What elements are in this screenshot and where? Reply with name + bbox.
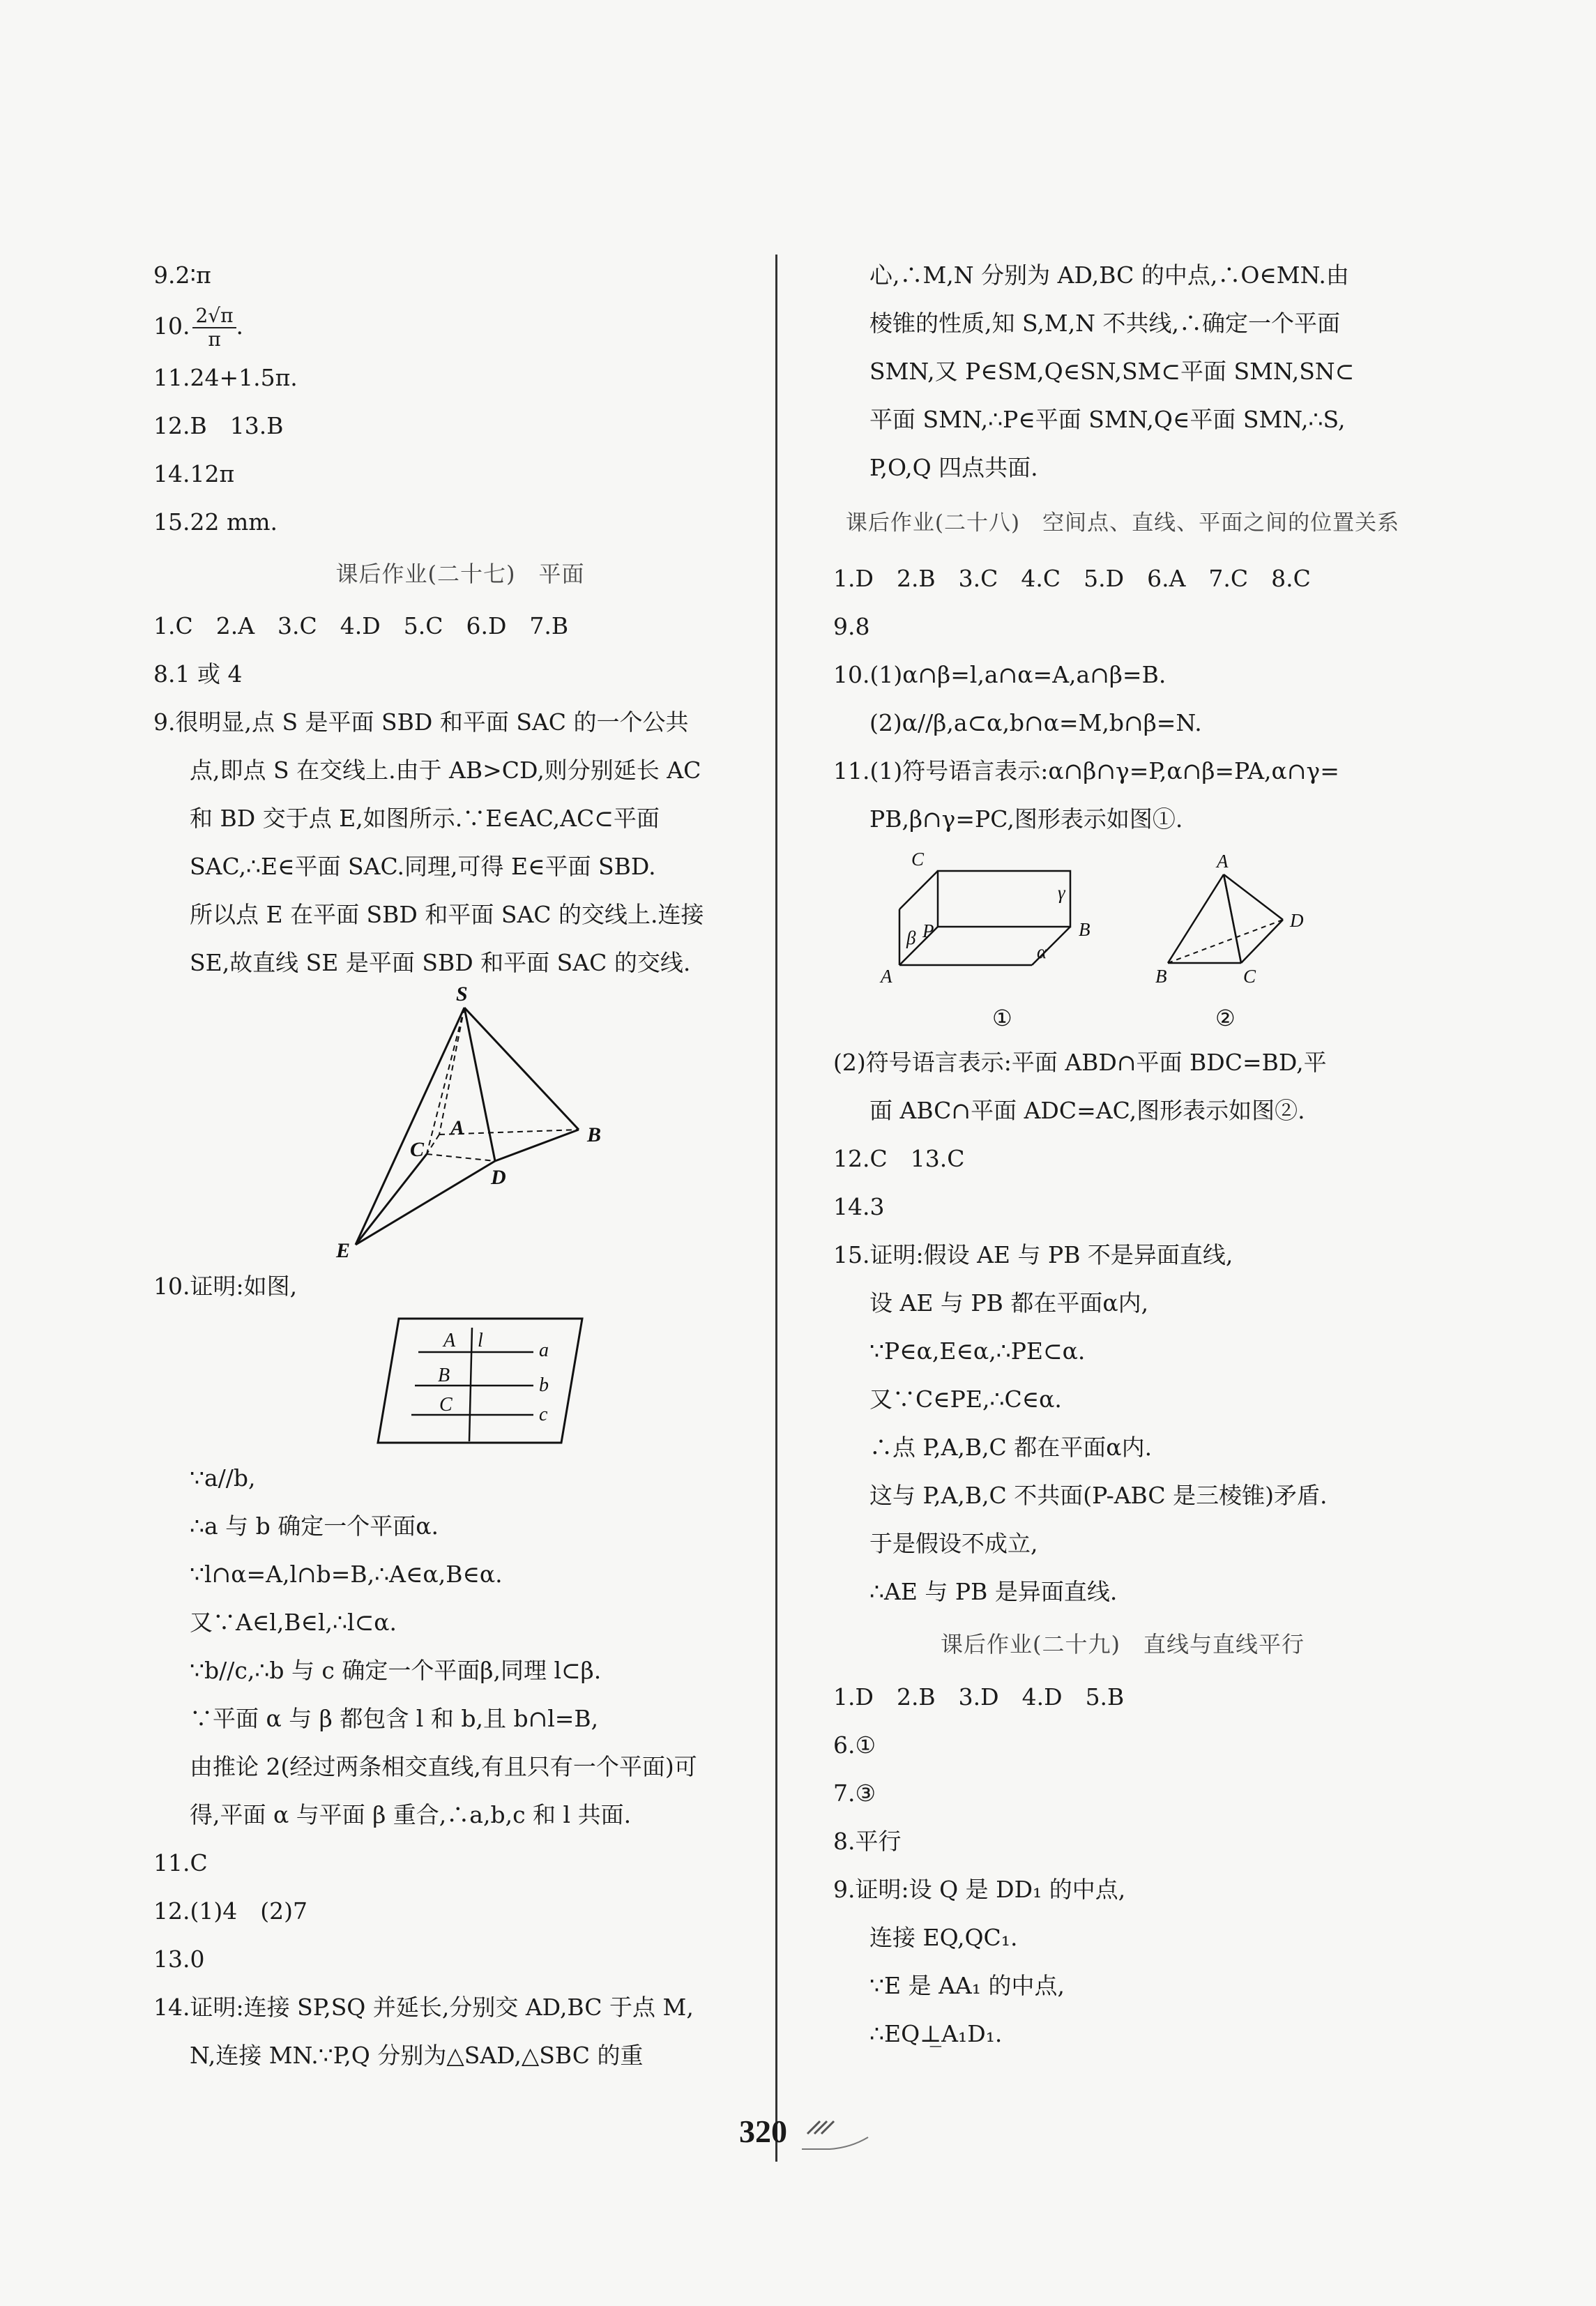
- pyramid-diagram: [153, 987, 767, 1262]
- solution-line: 于是假设不成立,: [869, 1530, 1038, 1557]
- solution-line: 得,平面 α 与平面 β 重合,∴a,b,c 和 l 共面.: [190, 1801, 632, 1828]
- answer-line: 1.C 2.A 3.C 4.D 5.C 6.D 7.B: [153, 612, 569, 639]
- solution-line: SAC,∴E∈平面 SAC.同理,可得 E∈平面 SBD.: [190, 853, 656, 880]
- answer-line: 12.B 13.B: [153, 412, 284, 439]
- line-label: l: [478, 1330, 483, 1351]
- label-P: P: [922, 920, 934, 941]
- label-C: C: [1243, 966, 1256, 987]
- figures-row: [833, 843, 1412, 1038]
- solution-line: ∴a 与 b 确定一个平面α.: [190, 1512, 439, 1540]
- parallel-lines-figure: [153, 1310, 767, 1454]
- solution-line: 和 BD 交于点 E,如图所示.∵E∈AC,AC⊂平面: [190, 805, 660, 832]
- answer-line: 1.D 2.B 3.D 4.D 5.B: [833, 1683, 1125, 1710]
- answer-line: 12.(1)4 (2)7: [153, 1897, 307, 1925]
- solution-line: SMN,又 P∈SM,Q∈SN,SM⊂平面 SMN,SN⊂: [869, 358, 1355, 385]
- answer-line: 10.(1)α∩β=l,a∩α=A,a∩β=B.: [833, 661, 1166, 688]
- solution-line: 15.证明:假设 AE 与 PB 不是异面直线,: [833, 1241, 1233, 1268]
- vertex-label: C: [410, 1138, 425, 1161]
- solution-line: ∴点 P,A,B,C 都在平面α内.: [869, 1434, 1153, 1461]
- answer-line: 13.0: [153, 1945, 205, 1973]
- answer-line: 7.③: [833, 1780, 876, 1807]
- line-label: a: [539, 1340, 549, 1361]
- solution-line: ∵l∩α=A,l∩b=B,∴A∈α,B∈α.: [190, 1561, 503, 1588]
- solution-line: 连接 EQ,QC₁.: [869, 1924, 1018, 1951]
- answer-line: 9.2∶π: [153, 261, 211, 289]
- answer-line: 15.22 mm.: [153, 508, 278, 536]
- figure-1-prism: [833, 843, 1412, 1038]
- answer-line: 8.平行: [833, 1828, 902, 1855]
- section-heading: 课后作业(二十七) 平面: [335, 561, 585, 587]
- solution-line: ∵P∈α,E∈α,∴PE⊂α.: [869, 1337, 1086, 1365]
- solution-line: 所以点 E 在平面 SBD 和平面 SAC 的交线上.连接: [190, 901, 704, 928]
- figure-1-caption: ①: [992, 1005, 1012, 1031]
- solution-line: ∵a//b,: [190, 1464, 256, 1492]
- label-alpha: α: [1037, 941, 1047, 962]
- solution-line: 又∵C∈PE,∴C∈α.: [869, 1386, 1062, 1413]
- vertex-label: E: [336, 1239, 351, 1262]
- section-heading: 课后作业(二十八) 空间点、直线、平面之间的位置关系: [845, 510, 1400, 536]
- answer-suffix: .: [236, 312, 244, 340]
- label-gamma: γ: [1058, 882, 1065, 903]
- label-B: B: [1155, 966, 1167, 987]
- solution-line: ∴EQ⊥̲A₁D₁.: [869, 2020, 1003, 2047]
- page-number-decoration-icon: [802, 2113, 879, 2155]
- solution-line: PB,β∩γ=PC,图形表示如图①.: [869, 805, 1183, 833]
- section-heading: 课后作业(二十九) 直线与直线平行: [941, 1631, 1305, 1658]
- vertex-label: S: [456, 987, 468, 1006]
- line-label: c: [539, 1404, 548, 1425]
- vertex-label: B: [587, 1123, 602, 1146]
- point-label: C: [439, 1394, 453, 1416]
- solution-line: 由推论 2(经过两条相交直线,有且只有一个平面)可: [190, 1753, 697, 1780]
- answer-line: [153, 299, 767, 354]
- page-number: 320: [739, 2114, 787, 2149]
- label-B: B: [1079, 919, 1090, 940]
- solution-line: 设 AE 与 PB 都在平面α内,: [869, 1289, 1149, 1317]
- answer-line: 9.8: [833, 613, 870, 640]
- line-label: b: [539, 1374, 549, 1396]
- parallel-lines-diagram: [153, 1310, 767, 1454]
- solution-line: N,连接 MN.∵P,Q 分别为△SAD,△SBC 的重: [190, 2042, 644, 2069]
- solution-line: P,O,Q 四点共面.: [869, 454, 1038, 481]
- answer-line: 6.①: [833, 1731, 876, 1759]
- column-divider: [775, 255, 777, 2162]
- solution-line: ∵平面 α 与 β 都包含 l 和 b,且 b∩l=B,: [190, 1705, 599, 1732]
- label-beta: β: [906, 927, 916, 948]
- label-C: C: [911, 849, 925, 870]
- solution-line: 这与 P,A,B,C 不共面(P-ABC 是三棱锥)矛盾.: [869, 1482, 1328, 1509]
- pyramid-figure: [153, 987, 767, 1262]
- label-A: A: [881, 966, 892, 987]
- solution-line: 11.(1)符号语言表示:α∩β∩γ=P,α∩β=PA,α∩γ=: [833, 757, 1339, 784]
- label-A: A: [1217, 851, 1229, 872]
- solution-line: SE,故直线 SE 是平面 SBD 和平面 SAC 的交线.: [190, 949, 691, 976]
- point-label: A: [443, 1330, 456, 1351]
- answer-line: 12.C 13.C: [833, 1145, 965, 1172]
- solution-line: ∵E 是 AA₁ 的中点,: [869, 1972, 1065, 1999]
- solution-line: (2)符号语言表示:平面 ABD∩平面 BDC=BD,平: [833, 1049, 1327, 1076]
- solution-line: ∵b//c,∴b 与 c 确定一个平面β,同理 l⊂β.: [190, 1657, 602, 1684]
- point-label: B: [438, 1365, 450, 1386]
- solution-line: 点,即点 S 在交线上.由于 AB>CD,则分别延长 AC: [190, 757, 701, 784]
- answer-line: 11.24+1.5π.: [153, 364, 298, 391]
- solution-line: 9.证明:设 Q 是 DD₁ 的中点,: [833, 1876, 1126, 1903]
- left-column: [153, 251, 767, 2079]
- solution-line: 10.证明:如图,: [153, 1273, 298, 1300]
- answer-line: 14.3: [833, 1193, 885, 1220]
- answer-line: 1.D 2.B 3.C 4.C 5.D 6.A 7.C 8.C: [833, 565, 1311, 592]
- solution-line: 棱锥的性质,知 S,M,N 不共线,∴确定一个平面: [869, 310, 1341, 337]
- fraction-numerator: 2√π: [192, 305, 236, 328]
- answer-line: 11.C: [153, 1849, 208, 1876]
- solution-line: 面 ABC∩平面 ADC=AC,图形表示如图②.: [869, 1097, 1305, 1124]
- fraction: [192, 305, 236, 351]
- solution-line: 心,∴M,N 分别为 AD,BC 的中点,∴O∈MN.由: [869, 261, 1349, 289]
- right-column: [833, 251, 1412, 2058]
- solution-line: 14.证明:连接 SP,SQ 并延长,分别交 AD,BC 于点 M,: [153, 1994, 694, 2021]
- answer-prefix: 10.: [153, 312, 190, 340]
- vertex-label: D: [491, 1166, 506, 1189]
- solution-line: 9.很明显,点 S 是平面 SBD 和平面 SAC 的一个公共: [153, 708, 689, 736]
- figure-2-caption: ②: [1215, 1005, 1236, 1031]
- answer-line: 14.12π: [153, 460, 235, 487]
- label-D: D: [1290, 910, 1304, 931]
- answer-line: 8.1 或 4: [153, 660, 243, 688]
- solution-line: 又∵A∈l,B∈l,∴l⊂α.: [190, 1609, 397, 1636]
- solution-line: ∴AE 与 PB 是异面直线.: [869, 1578, 1118, 1605]
- answer-line: (2)α//β,a⊂α,b∩α=M,b∩β=N.: [869, 709, 1202, 736]
- vertex-label: A: [450, 1116, 465, 1139]
- solution-line: 平面 SMN,∴P∈平面 SMN,Q∈平面 SMN,∴S,: [869, 406, 1346, 433]
- fraction-denominator: π: [208, 328, 221, 351]
